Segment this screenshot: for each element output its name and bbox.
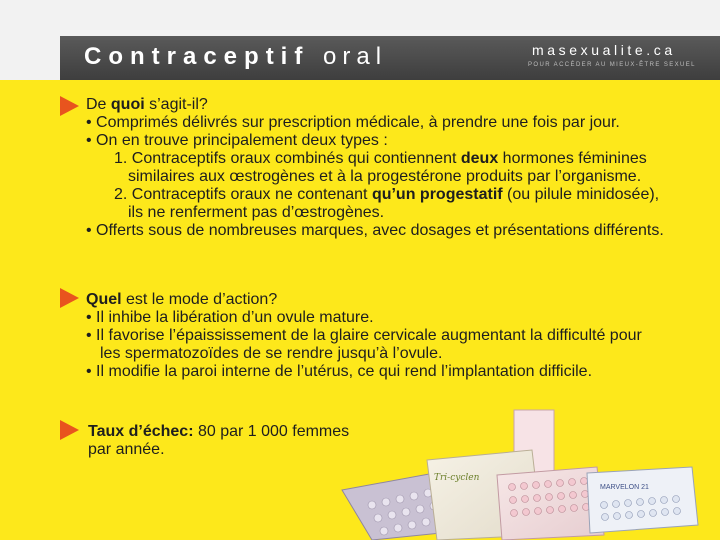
bullet-item: • Comprimés délivrés sur prescription médicale, à prendre une fois par jour. xyxy=(86,114,620,131)
section-arrow-icon xyxy=(60,288,79,308)
pack-label-tricyclen: Tri-cyclen xyxy=(434,473,480,483)
pill-packs-photo xyxy=(332,405,720,540)
section-question: Quel est le mode d’action? xyxy=(86,291,278,308)
bullet-item: • On en trouve principalement deux types : xyxy=(86,132,388,149)
numbered-item-continuation: ils ne renferment pas d’œstrogènes. xyxy=(128,204,385,221)
brand-logo-text: masexualite.ca xyxy=(532,42,676,58)
failure-rate-line: Taux d’échec: 80 par 1 000 femmes xyxy=(88,423,350,440)
numbered-item-continuation: similaires aux œstrogènes et à la progestérone produits par l’organisme. xyxy=(128,168,642,185)
section-arrow-icon xyxy=(60,420,79,440)
numbered-item: 2. Contraceptifs oraux ne contenant qu’un progestatif (ou pilule minidosée), xyxy=(114,186,660,203)
section-question: De quoi s’agit-il? xyxy=(86,96,208,113)
bullet-item: • Il modifie la paroi interne de l’utérus, ce qui rend l’implantation difficile. xyxy=(86,363,593,380)
section-mode-of-action xyxy=(86,291,642,381)
bullet-item: • Offerts sous de nombreuses marques, avec dosages et présentations différents. xyxy=(86,222,664,239)
bullet-item: • Il inhibe la libération d’un ovule mature. xyxy=(86,309,374,326)
bullet-item: • Il favorise l’épaississement de la glaire cervicale augmentant la difficulté pour xyxy=(86,327,642,344)
section-what-is-it xyxy=(86,96,664,240)
pack-label-marvelon: MARVELON 21 xyxy=(600,484,649,491)
page-title xyxy=(84,43,387,71)
section-failure-rate xyxy=(88,423,349,459)
bullet-item-continuation: les spermatozoïdes de se rendre jusqu’à l’ovule. xyxy=(100,345,443,362)
title-bold: Contraceptif xyxy=(84,43,310,70)
failure-rate-continuation: par année. xyxy=(88,441,165,458)
section-arrow-icon xyxy=(60,96,79,116)
title-light: oral xyxy=(323,43,388,70)
brand-tagline: POUR ACCÉDER AU MIEUX-ÊTRE SEXUEL xyxy=(528,62,696,68)
numbered-item: 1. Contraceptifs oraux combinés qui contiennent deux hormones féminines xyxy=(114,150,647,167)
